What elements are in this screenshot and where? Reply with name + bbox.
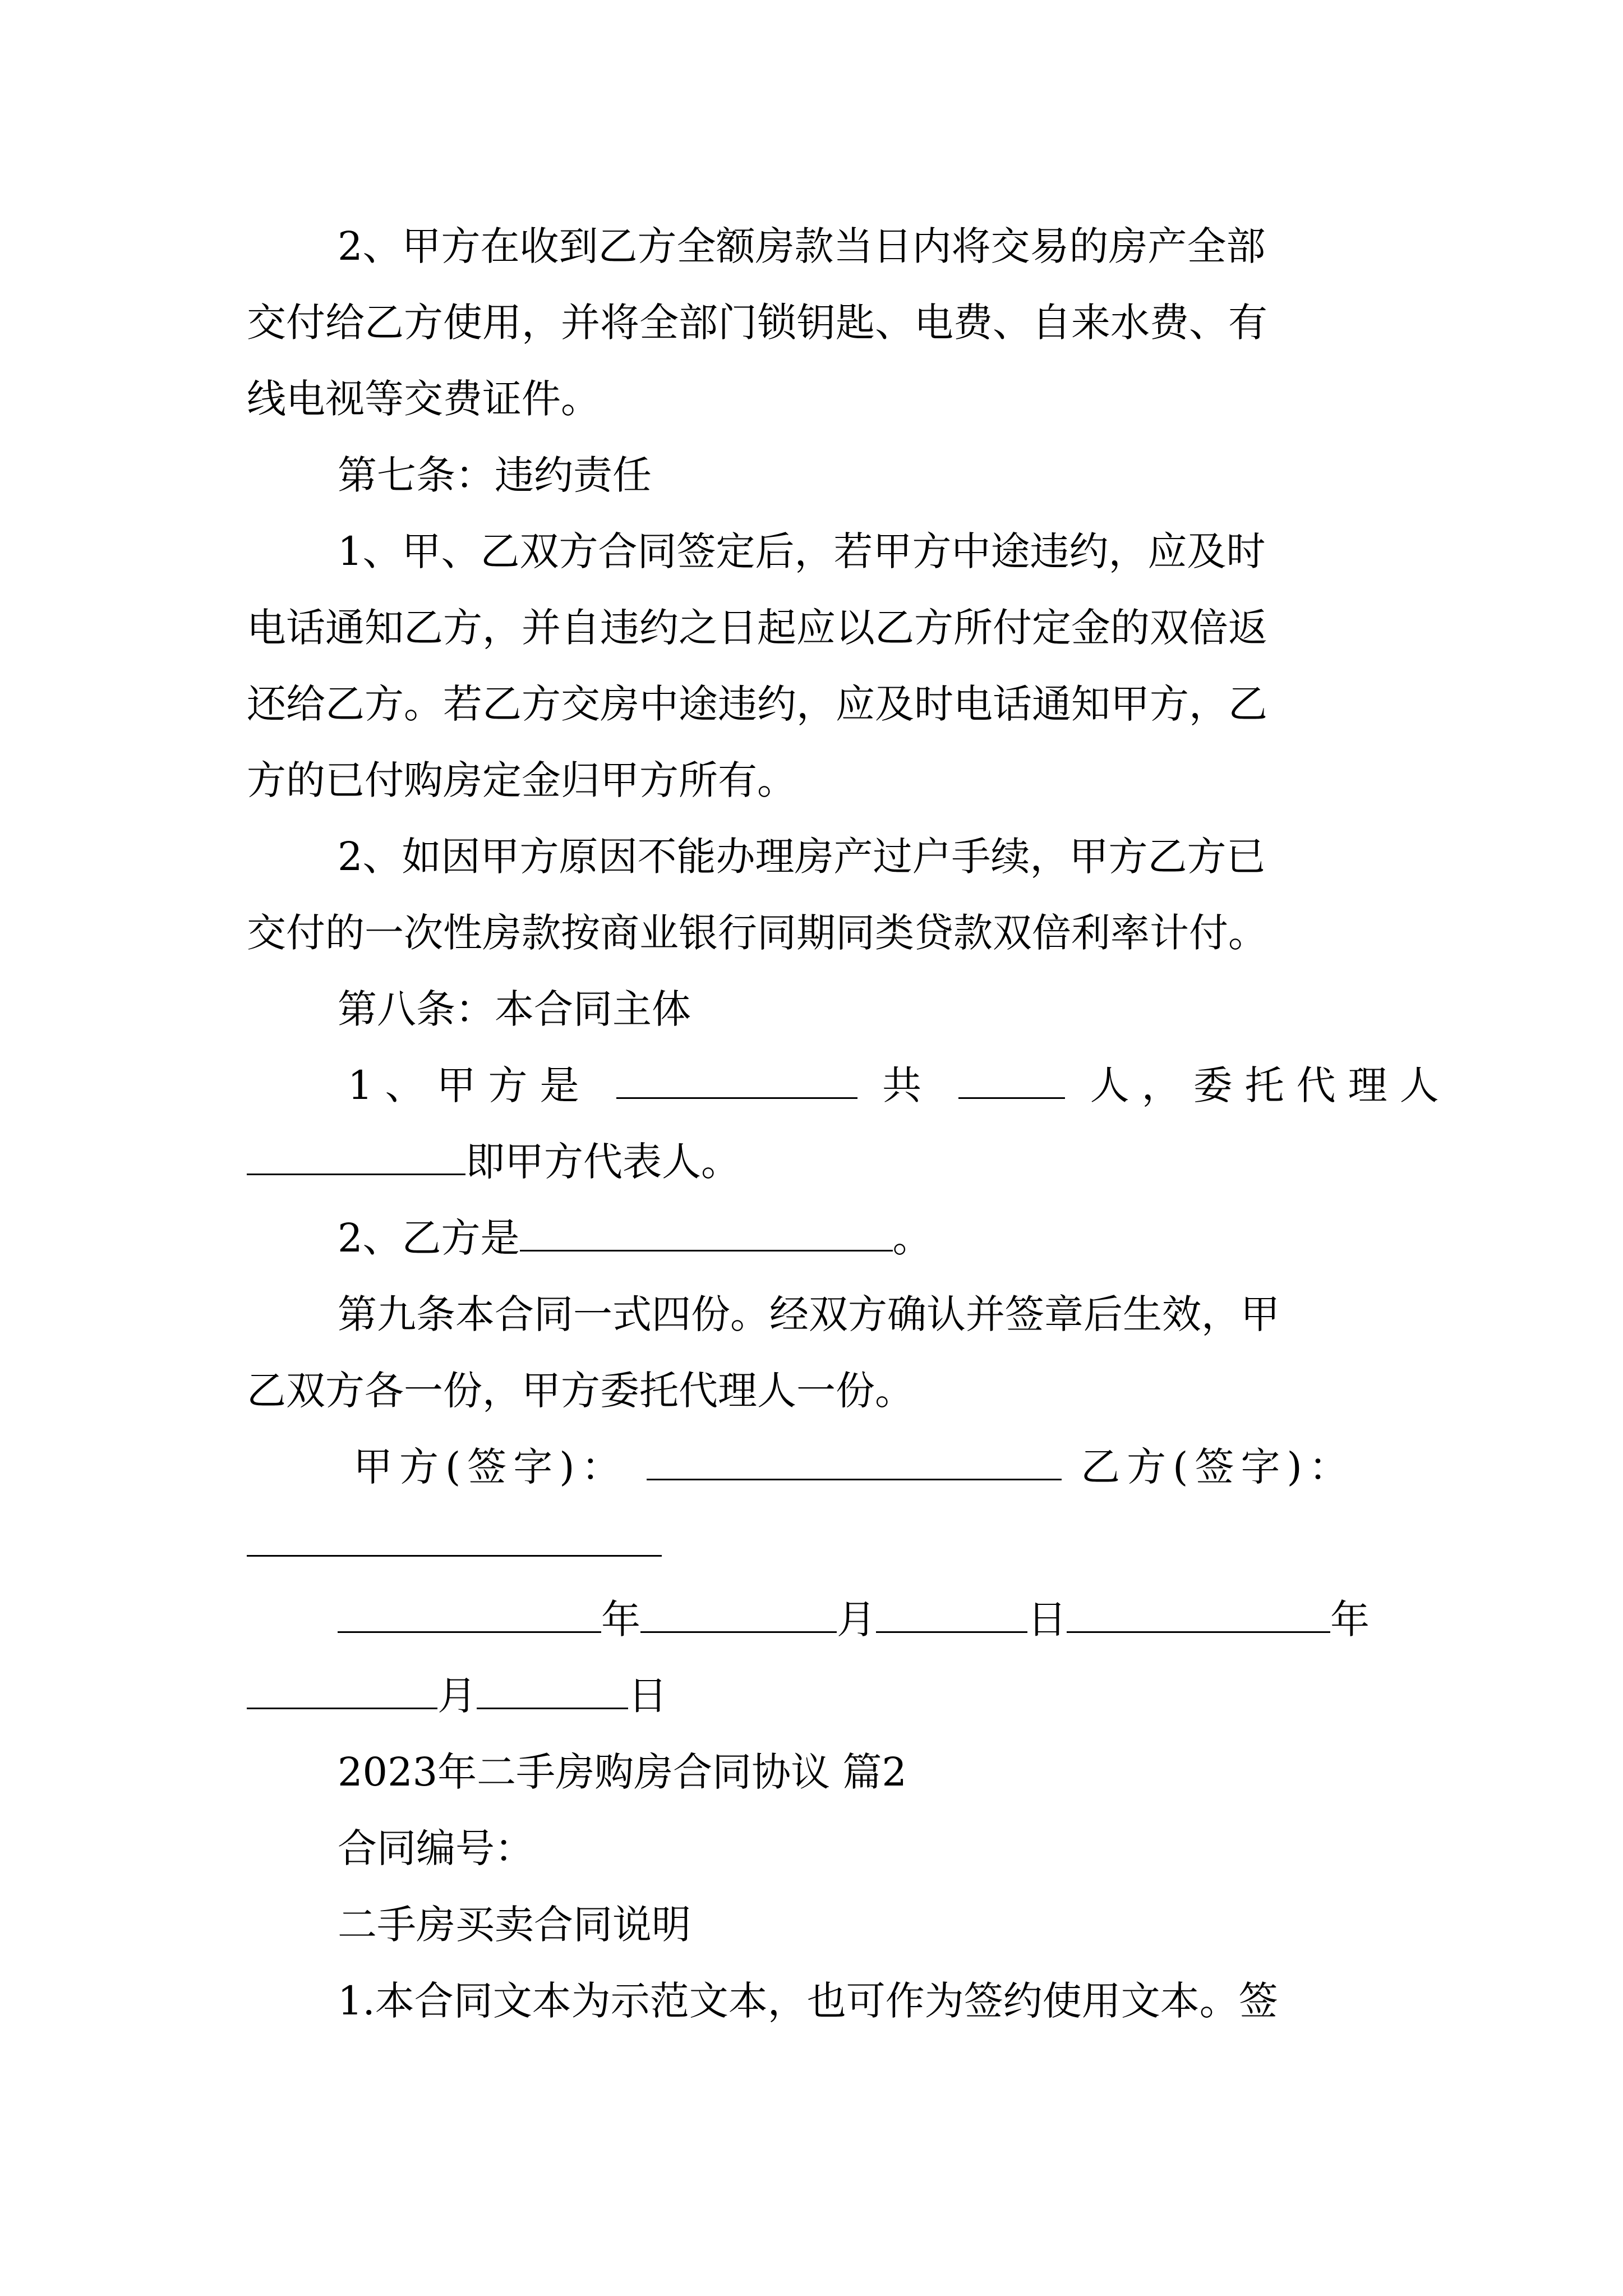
day-blank [477, 1673, 628, 1709]
date-line-2 [247, 1665, 667, 1727]
notes-title: 二手房买卖合同说明 [338, 1902, 691, 1948]
day-label: 日 [628, 1673, 667, 1719]
party-a-signature-label: 甲方(签字)： [353, 1444, 628, 1490]
year-label: 年 [601, 1596, 640, 1642]
party-b-line [338, 1207, 932, 1269]
section-title: 2023年二手房购房合同协议 篇2 [338, 1749, 907, 1795]
paragraph-line: 线电视等交费证件。 [247, 376, 600, 422]
party-a-count-blank [958, 1062, 1065, 1099]
paragraph-line: 1、甲、乙双方合同签定后，若甲方中途违约，应及时 [338, 528, 1266, 574]
year-blank [338, 1596, 601, 1633]
party-a-gong: 共 [882, 1062, 934, 1108]
party-a-signature-blank [647, 1444, 1062, 1480]
paragraph-line: 2、甲方在收到乙方全额房款当日内将交易的房产全部 [338, 223, 1266, 269]
party-a-line [348, 1055, 1451, 1116]
party-b-name-blank [520, 1215, 893, 1251]
party-a-line-2 [247, 1131, 740, 1193]
paragraph-line: 交付给乙方使用，并将全部门锁钥匙、电费、自来水费、有 [247, 300, 1267, 346]
party-b-suffix: 。 [892, 1215, 932, 1261]
signature-line-2 [247, 1512, 662, 1574]
party-b-prefix: 2、乙方是 [338, 1215, 520, 1261]
month-blank [640, 1596, 837, 1633]
party-a-agent-label: 人，委托代理人 [1090, 1062, 1451, 1108]
clause-nine-line: 第九条本合同一式四份。经双方确认并签章后生效，甲 [338, 1291, 1280, 1337]
month-label: 月 [837, 1596, 876, 1642]
paragraph-line: 方的已付购房定金归甲方所有。 [247, 757, 796, 803]
article-heading: 第七条：违约责任 [338, 452, 652, 498]
paragraph-line: 交付的一次性房款按商业银行同期同类贷款双倍利率计付。 [247, 910, 1267, 956]
month-label: 月 [437, 1673, 477, 1719]
clause-nine-line: 乙双方各一份，甲方委托代理人一份。 [247, 1368, 914, 1414]
party-b-signature-blank [247, 1520, 662, 1557]
signature-line [353, 1436, 1355, 1498]
note-line: 1.本合同文本为示范文本，也可作为签约使用文本。签 [338, 1978, 1278, 2024]
party-a-name-blank [616, 1062, 857, 1099]
party-a-prefix: 1、甲方是 [348, 1062, 592, 1108]
month-blank [247, 1673, 437, 1709]
year-label: 年 [1330, 1596, 1370, 1642]
paragraph-line: 2、如因甲方原因不能办理房产过户手续，甲方乙方已 [338, 834, 1266, 880]
paragraph-line: 还给乙方。若乙方交房中途违约，应及时电话通知甲方，乙 [247, 681, 1267, 727]
article-heading: 第八条：本合同主体 [338, 986, 691, 1032]
contract-number-label: 合同编号： [338, 1825, 534, 1871]
day-blank [876, 1596, 1027, 1633]
day-label: 日 [1027, 1596, 1067, 1642]
party-b-signature-label: 乙方(签字)： [1081, 1444, 1355, 1490]
year-blank [1067, 1596, 1330, 1633]
party-a-suffix: 即甲方代表人。 [465, 1139, 740, 1185]
agent-name-blank [247, 1139, 465, 1175]
date-line [338, 1589, 1370, 1650]
paragraph-line: 电话通知乙方，并自违约之日起应以乙方所付定金的双倍返 [247, 605, 1267, 651]
